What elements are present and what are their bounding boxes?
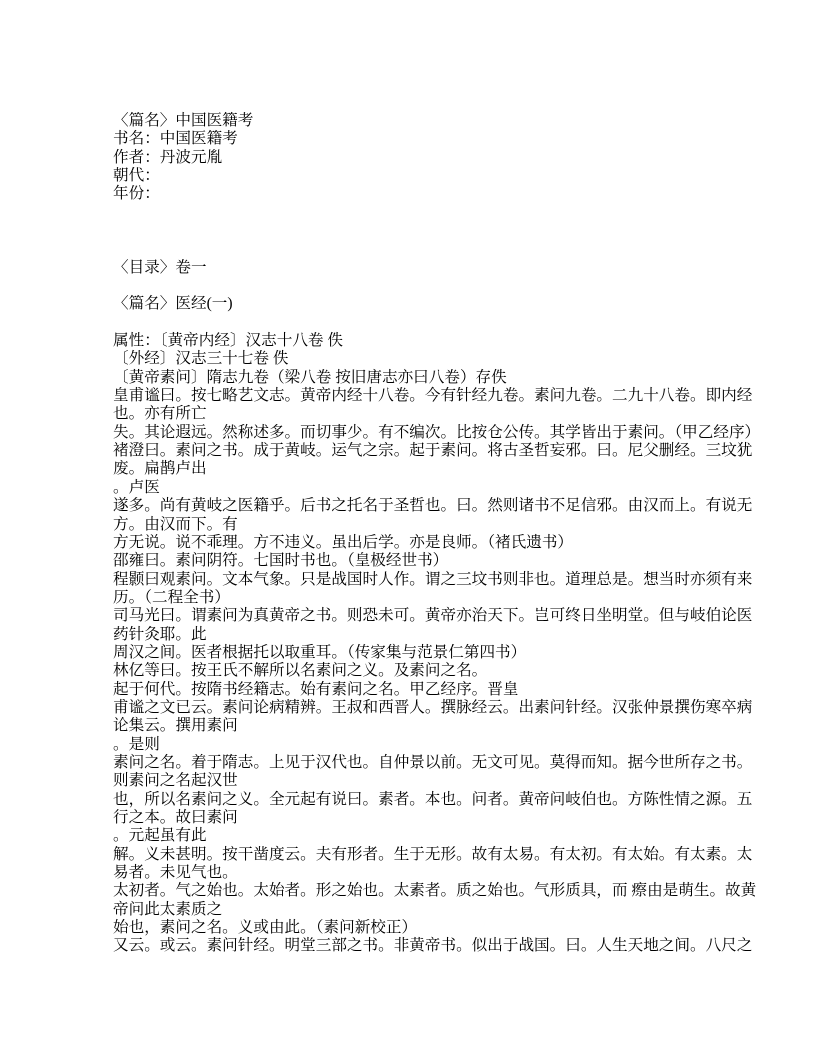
text-line: 方。由汉而下。有 [113, 515, 238, 533]
text-line: 书名：中国医籍考 [113, 130, 238, 148]
text-line: 行之本。故曰素问 [113, 809, 238, 826]
text-line: 邵雍曰。素问阴符。七国时书也。（皇极经世书） [113, 552, 449, 570]
text-line: 素问之名。着于隋志。上见于汉代也。自仲景以前。无文可见。莫得而知。据今世所存之书。 [113, 753, 753, 771]
text-line: 失。其论遐远。然称述多。而切事少。有不编次。比按仓公传。其学皆出于素问。（甲乙经序） [113, 423, 761, 441]
section-title: 〈篇名〉医经(一) [113, 295, 233, 313]
text-line: 作者：丹波元胤 [113, 148, 223, 166]
text-line: 也，所以名素问之义。全元起有说曰。素者。本也。问者。黄帝问岐伯也。方陈性情之源。五 [113, 790, 753, 808]
text-line: 也。亦有所亡 [113, 405, 207, 423]
text-line: 司马光曰。谓素问为真黄帝之书。则恐未可。黄帝亦治天下。岂可终日坐明堂。但与岐伯论医 [113, 607, 753, 625]
text-line: 遂多。尚有黄岐之医籍乎。后书之托名于圣哲也。曰。然则诸书不足信邪。由汉而上。有说无 [113, 497, 753, 515]
text-line: 废。扁鹊卢出 [113, 460, 207, 478]
text-line: 〈篇名〉中国医籍考 [113, 112, 254, 129]
text-line: 属性：〔黄帝内经〕汉志十八卷 佚 [113, 332, 344, 350]
text-line: 甫谧之文已云。素问论病精辨。王叔和西晋人。撰脉经云。出素问针经。汉张仲景撰伤寒卒病 [113, 698, 753, 716]
text-line: 则素问之名起汉世 [113, 772, 238, 790]
document-body [113, 332, 768, 956]
text-line: 药针灸耶。此 [113, 625, 207, 643]
text-line: 解。义未甚明。按干凿度云。夫有形者。生于无形。故有太易。有太初。有太始。有太素。太 [113, 845, 753, 863]
text-line: 太初者。气之始也。太始者。形之始也。太素者。质之始也。气形质具，而 瘵由是萌生。故黄 [113, 882, 757, 900]
text-line: 朝代： [113, 167, 160, 185]
text-line: 〔黄帝素问〕隋志九卷（梁八卷 按旧唐志亦曰八卷）存佚 [113, 368, 507, 386]
text-line: 方无说。说不乖理。方不违义。虽出后学。亦是良师。（褚氏遗书） [113, 533, 574, 551]
text-line: 。卢医 [113, 478, 160, 496]
text-line: 林亿等曰。按王氏不解所以名素问之义。及素问之名。 [113, 662, 488, 680]
text-line: 始也，素问之名。义或由此。（素问新校正） [113, 919, 418, 937]
text-line: 。是则 [113, 735, 160, 753]
text-line: 程颢曰观素问。文本气象。只是战国时人作。谓之三坟书则非也。道理总是。想当时亦须有来 [113, 570, 753, 588]
text-line: 。元起虽有此 [113, 827, 207, 845]
text-line: 又云。或云。素问针经。明堂三部之书。非黄帝书。似出于战国。曰。人生天地之间。八尺之 [113, 937, 753, 955]
text-line: 〔外经〕汉志三十七卷 佚 [113, 350, 289, 368]
document-header [113, 112, 768, 204]
text-line: 褚澄曰。素问之书。成于黄岐。运气之宗。起于素问。将古圣哲妄邪。曰。尼父删经。三坟犹 [113, 442, 753, 460]
text-line: 论集云。撰用素问 [113, 717, 238, 735]
text-line: 帝问此太素质之 [113, 900, 223, 918]
toc-line: 〈目录〉卷一 [113, 258, 207, 276]
text-line: 起于何代。按隋书经籍志。始有素问之名。甲乙经序。晋皇 [113, 680, 519, 698]
text-line: 年份： [113, 185, 160, 203]
text-line: 易者。未见气也。 [113, 864, 238, 882]
text-line: 皇甫谧曰。按七略艺文志。黄帝内经十八卷。今有针经九卷。素问九卷。二九十八卷。即内经 [113, 387, 753, 405]
text-line: 周汉之间。医者根据托以取重耳。（传家集与范景仁第四书） [113, 643, 527, 661]
text-line: 历。（二程全书） [113, 588, 230, 606]
